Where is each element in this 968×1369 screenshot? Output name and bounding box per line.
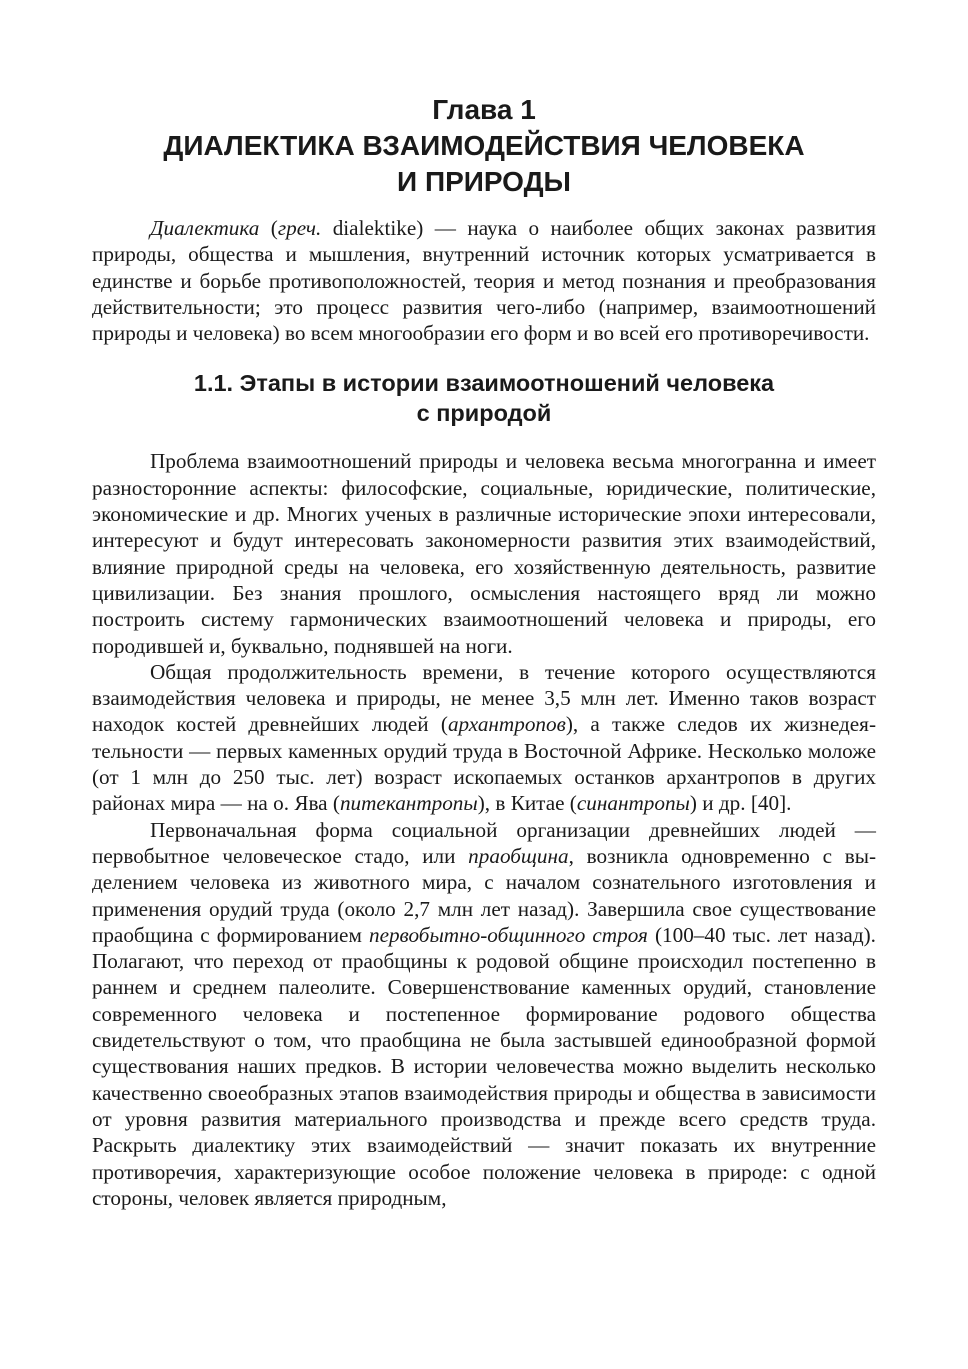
paragraph-2 — [92, 659, 876, 817]
document-page — [92, 92, 876, 1211]
p2-term-pithecanthropes: питекантропы — [339, 791, 478, 816]
p2-text-e: ), в Китае ( — [477, 791, 577, 816]
p2-term-archanthropes: архантропов — [447, 712, 566, 737]
p3-text-c: , возникла одновременно с выделением человека из животного мира, с началом сознательного изготовления и применения орудий труда (около 2,7 млн лет назад). Завершила свое существование праобщина с формированием — [92, 843, 876, 947]
p2-text-a: Общая продолжительность времени, в течение которого осуществляются взаимодействия человека и природы, не менее 3,5 млн лет. Именно таков возраст находок костей древнейших людей ( — [92, 659, 876, 737]
chapter-heading — [92, 92, 876, 200]
intro-paragraph — [92, 215, 876, 346]
p3-term-primitive-communal-system: первобытно-общинного строя — [368, 922, 648, 947]
chapter-label: Глава 1 — [432, 94, 536, 125]
paragraph-1: Проблема взаимоотношений природы и человека весьма многогранна и имеет разносторонние аспекты: философские, социальные, юридические, политические, экономические и др. Многих ученых в различные исторические эпохи интересовали, интересуют и будут интересовать закономерности развития этих взаимодействий, влияние природной среды на человека, его хозяйственную деятельность, развитие цивилизации. Без знания прошлого, осмысления настоящего вряд ли можно построить систему гармонических взаимоотношений человека и природы, его породившей и, буквально, поднявшей на ноги. — [92, 449, 876, 658]
p2-text-c: ), а также следов их жизнедеятельности — первых каменных орудий труда в Восточной Африке. Несколько моложе (от 1 млн до 250 тыс. лет) возраст ископаемых останков архантропов в других районах мира — на о. Ява ( — [92, 712, 876, 816]
section-title-line-2: с природой — [416, 400, 552, 427]
section-title-line-1: 1.1. Этапы в истории взаимоотношений человека — [193, 370, 775, 397]
intro-text: dialektike) — наука о наиболее общих законах развития природы, общества и мышления, внутренний источник которых усматривается в единстве и борьбе противоположностей, теория и метод познания и преобразования действительности; это процесс развития чего-либо (например, взаимоотношений природы и человека) во всем многообразии его форм и во всей его противоречивости. — [92, 216, 876, 346]
p3-term-proto-community: праобщина — [468, 843, 569, 868]
p3-text-a: Первоначальная форма социальной организации древнейших людей — первобытное человеческое стадо, или — [92, 817, 876, 868]
chapter-title-line-2: И ПРИРОДЫ — [397, 166, 571, 197]
p3-text-e: (100–40 тыс. лет назад). Полагают, что переход от праобщины к родовой общине происходил постепенно в раннем и среднем палеолите. Совершенствование каменных орудий, становление современного человека и постепенное формирование родового общества свидетельствуют о том, что праобщина не была застывшей единообразной формой существования наших предков. В истории человечества можно выделить несколько качественно своеобразных этапов взаимодействия природы и общества в зависимости от уровня развития материального производства и прежде всего средств труда. Раскрыть диалектику этих взаимодействий — значит показать их внутренние противоречия, характеризующие особое положение человека в природе: с одной стороны, человек является природным, — [92, 922, 876, 1210]
section-heading — [92, 368, 876, 428]
p2-text-g: ) и др. [40]. — [689, 791, 792, 816]
chapter-title-line-1: ДИАЛЕКТИКА ВЗАИМОДЕЙСТВИЯ ЧЕЛОВЕКА — [163, 130, 805, 161]
p2-term-sinanthropes: синантропы — [576, 791, 690, 816]
intro-lang: греч. — [277, 216, 322, 240]
intro-paren: ( — [259, 216, 278, 240]
paragraph-3 — [92, 817, 876, 1211]
intro-term: Диалектика — [150, 216, 260, 240]
